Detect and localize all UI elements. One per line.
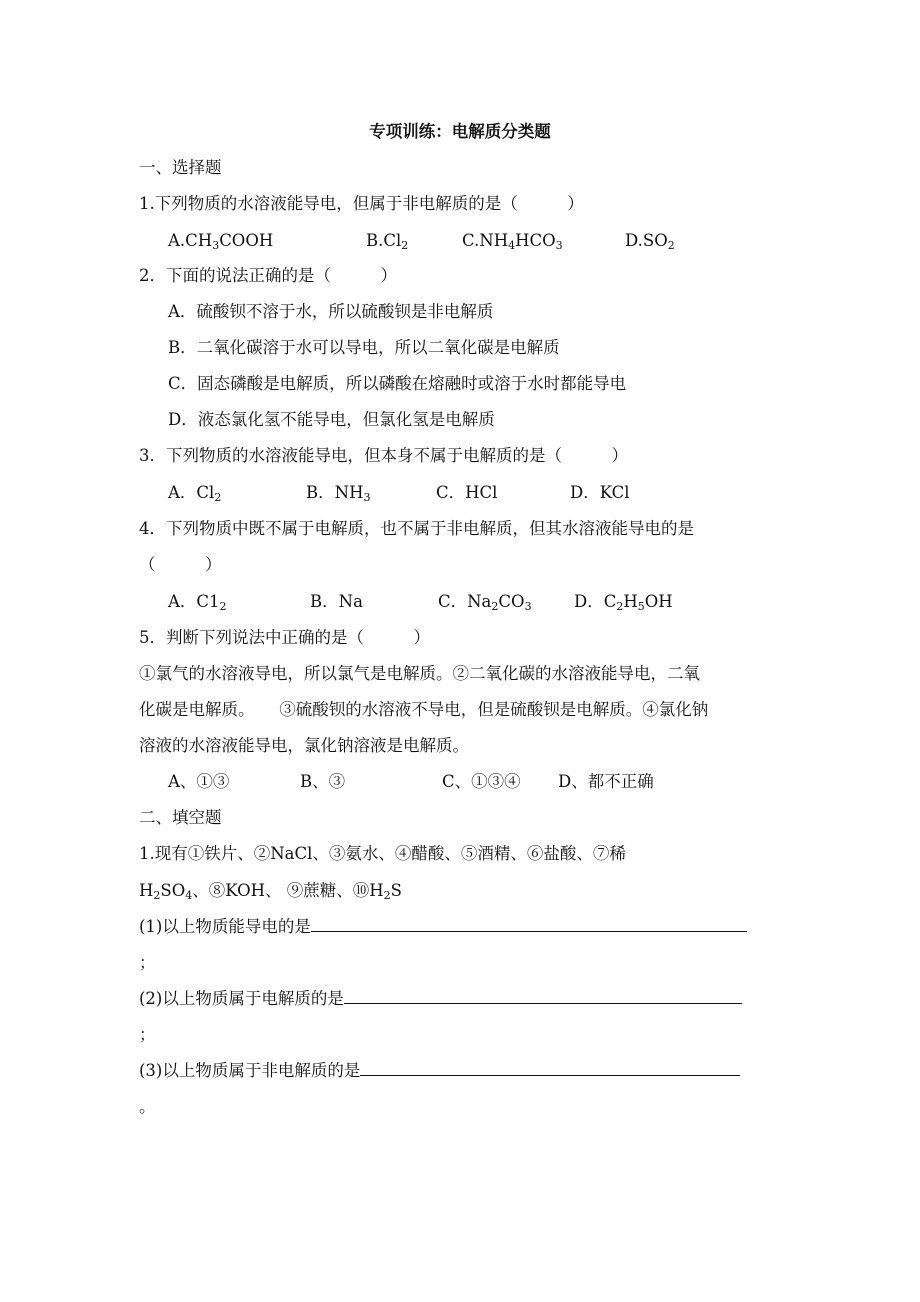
option-b: $B.Cl_2$ <box>366 231 409 252</box>
question-2-option-b: B．二氧化碳溶于水可以导电，所以二氧化碳是电解质 <box>168 338 560 357</box>
answer-blank-3[interactable] <box>360 1059 740 1076</box>
option-c: C、①③④ <box>442 772 521 791</box>
option-a: A．$Cl_2$ <box>168 483 222 504</box>
question-4-options <box>0 590 920 614</box>
question-5-stem: 5．判断下列说法中正确的是（ ） <box>139 628 430 647</box>
section-fill-heading: 二、填空题 <box>139 808 222 827</box>
option-c: $C.NH_4HCO_3$ <box>462 231 563 252</box>
option-c: C．HCl <box>436 483 498 502</box>
question-3-stem: 3．下列物质的水溶液能导电，但本身不属于电解质的是（ ） <box>139 446 628 465</box>
question-4-paren: （ ） <box>139 555 222 574</box>
option-a: A、①③ <box>168 772 230 791</box>
option-b: B、③ <box>300 772 346 791</box>
question-2-option-c: C．固态磷酸是电解质，所以磷酸在熔融时或溶于水时都能导电 <box>168 374 627 393</box>
option-b: B．$NH_3$ <box>306 483 371 504</box>
option-b: B．Na <box>310 592 363 611</box>
fill-part-1: (1)以上物质能导电的是 <box>139 915 747 939</box>
fill-part-3-end: 。 <box>139 1097 156 1116</box>
question-1-stem: 1.下列物质的水溶液能导电，但属于非电解质的是（ ） <box>139 194 584 213</box>
page-title: 专项训练：电解质分类题 <box>369 122 551 141</box>
fill-part-1-end: ； <box>139 953 156 972</box>
option-a: A．$C1_2$ <box>168 592 227 613</box>
option-d: D．$C_2H_5OH$ <box>574 592 673 613</box>
option-d: D、都不正确 <box>558 772 654 791</box>
fill-part-2-end: ； <box>139 1025 156 1044</box>
question-3-options <box>0 481 920 505</box>
question-5-statement-line: ①氯气的水溶液导电，所以氯气是电解质。②二氧化碳的水溶液能导电，二氧 <box>139 664 700 683</box>
answer-blank-1[interactable] <box>311 915 747 932</box>
fill-question-stem: 1.现有①铁片、②NaCl、③氨水、④醋酸、⑤酒精、⑥盐酸、⑦稀 <box>139 844 626 863</box>
option-d: D．KCl <box>570 483 630 502</box>
question-2-stem: 2．下面的说法正确的是（ ） <box>139 266 397 285</box>
question-2-option-d: D．液态氯化氢不能导电，但氯化氢是电解质 <box>168 410 495 429</box>
question-1-options <box>0 229 920 253</box>
section-choice-heading: 一、选择题 <box>139 158 222 177</box>
question-5-statement-line: 化碳是电解质。 ③硫酸钡的水溶液不导电，但是硫酸钡是电解质。④氯化钠 <box>139 700 709 719</box>
option-a: $A.CH_3COOH$ <box>168 231 274 252</box>
question-4-stem: 4．下列物质中既不属于电解质，也不属于非电解质，但其水溶液能导电的是 <box>139 519 694 538</box>
option-c: C．$Na_2CO_3$ <box>438 592 532 613</box>
fill-question-stem-cont: $H_2SO_4$、⑧KOH、 ⑨蔗糖、$⑩H_2S$ <box>139 881 402 902</box>
question-2-option-a: A．硫酸钡不溶于水，所以硫酸钡是非电解质 <box>168 302 494 321</box>
question-5-statement-line: 溶液的水溶液能导电，氯化钠溶液是电解质。 <box>139 736 469 755</box>
answer-blank-2[interactable] <box>344 987 742 1004</box>
fill-part-2: (2)以上物质属于电解质的是 <box>139 987 742 1011</box>
question-5-options <box>0 770 920 794</box>
option-d: $D.SO_2$ <box>625 231 675 252</box>
fill-part-3: (3)以上物质属于非电解质的是 <box>139 1059 740 1083</box>
